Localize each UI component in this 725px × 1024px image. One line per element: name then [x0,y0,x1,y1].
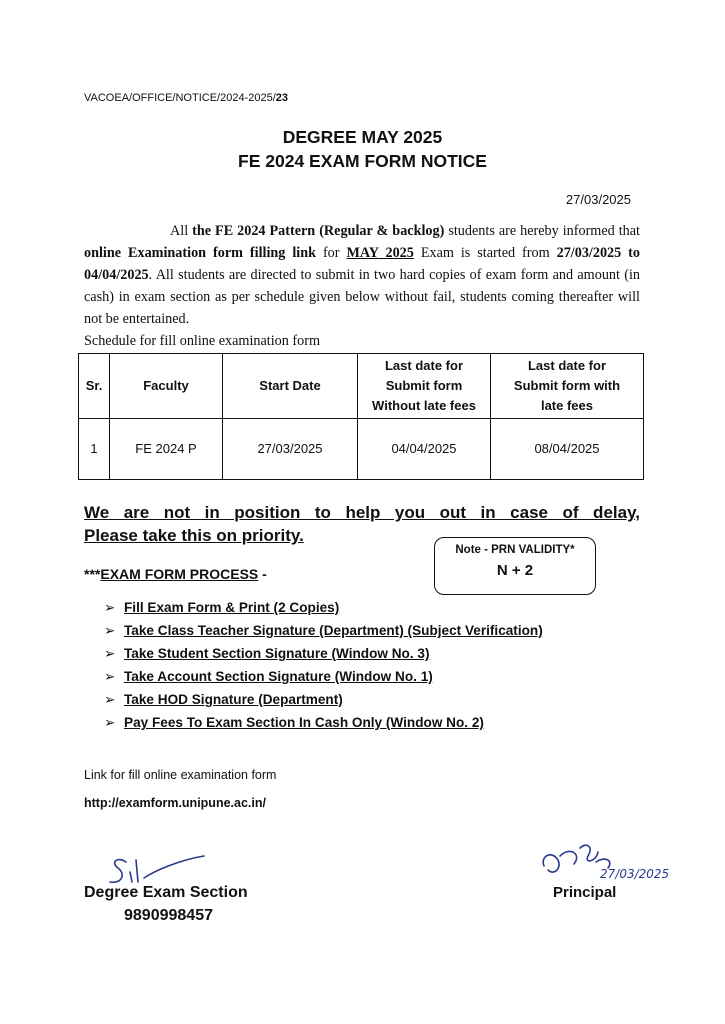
table-row [79,419,644,480]
header-last-date-no-fee: Last date for Submit form Without late fees [358,354,491,419]
note-title: Note - PRN VALIDITY* [455,544,575,556]
notice-reference: VACOEA/OFFICE/NOTICE/2024-2025/23 [84,92,288,104]
cell-start-date: 27/03/2025 [223,419,358,480]
principal-handwritten-date: 27/03/2025 [600,867,670,881]
prn-validity-note [434,537,596,595]
table-header-row [79,354,644,419]
degree-exam-section: Degree Exam Section [84,884,248,901]
arrowhead-bullet-icon: ➢ [104,692,116,707]
principal-label: Principal [553,884,617,901]
exam-form-link[interactable]: http://examform.unipune.ac.in/ [84,796,266,810]
list-item: ➢ Pay Fees To Exam Section In Cash Only (Window No. 2) [104,711,543,734]
cell-faculty: FE 2024 P [110,419,223,480]
notice-title-line1: DEGREE MAY 2025 [282,127,443,147]
list-item: ➢ Take Account Section Signature (Window No. 1) [104,665,543,688]
note-value: N + 2 [496,562,534,579]
cell-last-date-with-fee: 08/04/2025 [491,419,644,480]
notice-date: 27/03/2025 [565,192,631,207]
header-start-date: Start Date [223,354,358,419]
header-sr: Sr. [79,354,110,419]
list-item: ➢ Take Class Teacher Signature (Department) (Subject Verification) [104,619,543,642]
delay-warning: We are not in position to help you out in case of delay, Please take this on priority. [84,503,640,545]
arrowhead-bullet-icon: ➢ [104,669,116,684]
list-item: ➢ Take Student Section Signature (Window No. 3) [104,642,543,665]
process-steps [104,596,543,734]
schedule-table [78,353,644,480]
arrowhead-bullet-icon: ➢ [104,623,116,638]
header-last-date-with-fee: Last date for Submit form with late fees [491,354,644,419]
header-faculty: Faculty [110,354,223,419]
arrowhead-bullet-icon: ➢ [104,600,116,615]
arrowhead-bullet-icon: ➢ [104,715,116,730]
notice-title-line2: FE 2024 EXAM FORM NOTICE [238,151,487,171]
schedule-caption: Schedule for fill online examination form [84,333,320,349]
process-heading: ***EXAM FORM PROCESS - [84,566,267,582]
cell-sr: 1 [79,419,110,480]
notice-body: All the FE 2024 Pattern (Regular & backlog) students are hereby informed that online Examination form filling link for MAY 2025 Exam is started from 27/03/2025 to 04/04/2025. All students are directed to submit in two hard copies of exam form and amount (in cash) in exam section as per schedule given below without fail, students coming thereafter will not be entertained. [84,223,641,327]
contact-phone: 9890998457 [124,907,213,924]
link-label: Link for fill online examination form [84,768,277,782]
cell-last-date-no-fee: 04/04/2025 [358,419,491,480]
arrowhead-bullet-icon: ➢ [104,646,116,661]
list-item: ➢ Take HOD Signature (Department) [104,688,543,711]
list-item: ➢ Fill Exam Form & Print (2 Copies) [104,596,543,619]
